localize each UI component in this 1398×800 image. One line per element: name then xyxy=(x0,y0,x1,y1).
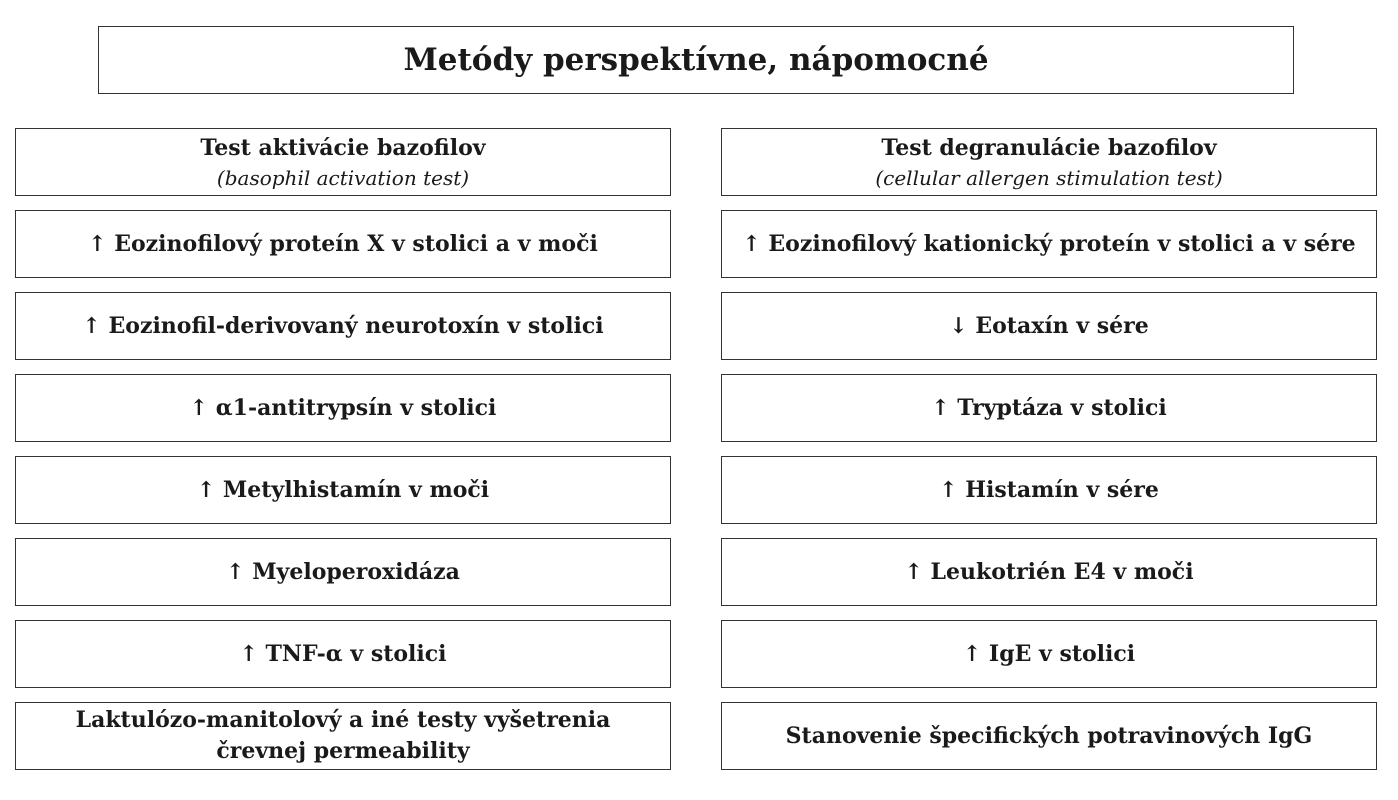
method-box xyxy=(15,456,671,524)
method-box xyxy=(721,374,1377,442)
method-box xyxy=(15,620,671,688)
method-label: ↓ Eotaxín v sére xyxy=(949,312,1149,339)
method-box xyxy=(15,702,671,770)
method-label: Laktulózo-manitolový a iné testy vyšetrenia črevnej permeability xyxy=(75,707,611,764)
method-label: ↑ Myeloperoxidáza xyxy=(226,558,460,585)
method-label: ↑ Eozinofil-derivovaný neurotoxín v stolici xyxy=(82,312,604,339)
method-box xyxy=(15,538,671,606)
method-box xyxy=(721,210,1377,278)
method-box xyxy=(721,620,1377,688)
method-label: ↑ Leukotrién E4 v moči xyxy=(904,558,1194,585)
method-sublabel: (basophil activation test) xyxy=(216,165,470,190)
method-label: ↑ Metylhistamín v moči xyxy=(196,476,490,503)
method-box xyxy=(15,128,671,196)
method-box xyxy=(721,128,1377,196)
diagram-title: Metódy perspektívne, nápomocné xyxy=(98,26,1294,94)
left-column xyxy=(15,128,671,770)
method-label: ↑ IgE v stolici xyxy=(962,640,1136,667)
method-label: ↑ Eozinofilový kationický proteín v stolici a v sére xyxy=(742,230,1356,257)
method-label: Stanovenie špecifických potravinových IgG xyxy=(785,722,1313,749)
method-label: Test aktivácie bazofilov xyxy=(200,134,486,161)
method-box xyxy=(721,292,1377,360)
method-label: Test degranulácie bazofilov xyxy=(881,134,1217,161)
method-box xyxy=(721,456,1377,524)
method-label: ↑ Eozinofilový proteín X v stolici a v moči xyxy=(88,230,598,257)
method-label: ↑ TNF-α v stolici xyxy=(239,640,447,667)
method-sublabel: (cellular allergen stimulation test) xyxy=(875,165,1223,190)
right-column xyxy=(721,128,1377,770)
method-box xyxy=(15,292,671,360)
method-box xyxy=(15,374,671,442)
method-box xyxy=(15,210,671,278)
method-box xyxy=(721,702,1377,770)
method-label: ↑ Tryptáza v stolici xyxy=(931,394,1167,421)
method-label: ↑ α1-antitrypsín v stolici xyxy=(189,394,497,421)
method-box xyxy=(721,538,1377,606)
method-label: ↑ Histamín v sére xyxy=(939,476,1159,503)
